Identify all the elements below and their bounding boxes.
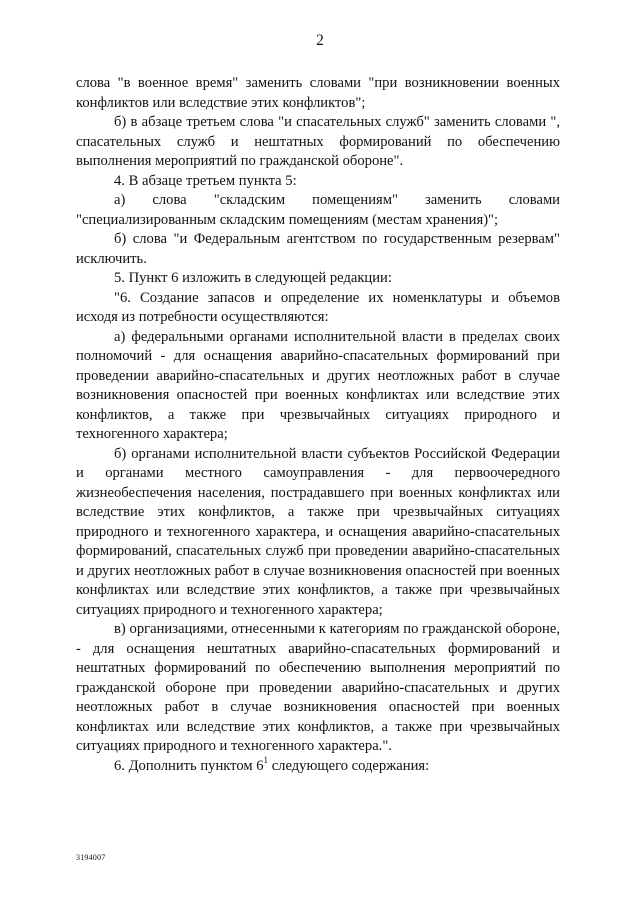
footer-code: 3194007 [76, 853, 106, 862]
paragraph-last [76, 754, 560, 777]
paragraph: 5. Пункт 6 изложить в следующей редакции: [114, 270, 392, 286]
paragraph: б) органами исполнительной власти субъектов Российской Федерации и органами местного самоуправления - для первоочередного жизнеобеспечения населения, пострадавшего при военных конфликтах или вследствие этих конфликтов, а также при чрезвычайных ситуациях природного и техногенного характера, и оснащения аварийно-спасательных формирований, спасательных служб при проведении аварийно-спасательных и других неотложных работ в случае возникновения опасностей при военных конфликтах или вследствие этих конфликтов, а также при чрезвычайных ситуациях природного и техногенного характера; [76, 445, 560, 618]
paragraph: б) слова "и Федеральным агентством по государственным резервам" исключить. [76, 231, 560, 267]
paragraph: слова "в военное время" заменить словами "при возникновении военных конфликтов или вследствие этих конфликтов"; [76, 75, 560, 111]
page-number: 2 [316, 32, 324, 49]
paragraph: 4. В абзаце третьем пункта 5: [114, 172, 297, 189]
paragraph: а) слова "складским помещениям" заменить словами "специализированным складским помещениям (местам хранения)"; [76, 192, 560, 228]
paragraph: а) федеральными органами исполнительной власти в пределах своих полномочий - для оснащения аварийно-спасательных формирований при проведении аварийно-спасательных и других неотложных работ в случае возникновения опасностей при военных конфликтах или вследствие этих конфликтов, а также при чрезвычайных ситуациях природного и техногенного характера; [76, 328, 560, 442]
paragraph: "6. Создание запасов и определение их номенклатуры и объемов исходя из потребности осуществляются: [76, 289, 560, 325]
paragraph: в) организациями, отнесенными к категориям по гражданской обороне, - для оснащения нештатных аварийно-спасательных формирований и нештатных формирований по обеспечению выполнения мероприятий по гражданской обороне при проведении аварийно-спасательных и других неотложных работ в случае возникновения опасностей при военных конфликтах или вследствие этих конфликтов, а также при чрезвычайных ситуациях природного и техногенного характера.". [76, 621, 560, 754]
document-body [76, 74, 560, 776]
paragraph: б) в абзаце третьем слова "и спасательных служб" заменить словами ", спасательных служб и нештатных формирований по обеспечению выполнения мероприятий по гражданской обороне". [76, 114, 560, 169]
superscript: 1 [263, 754, 269, 765]
paragraph-last-tail: следующего содержания: [268, 757, 430, 774]
paragraph-last-text: 6. Дополнить пунктом 6 [114, 757, 264, 774]
